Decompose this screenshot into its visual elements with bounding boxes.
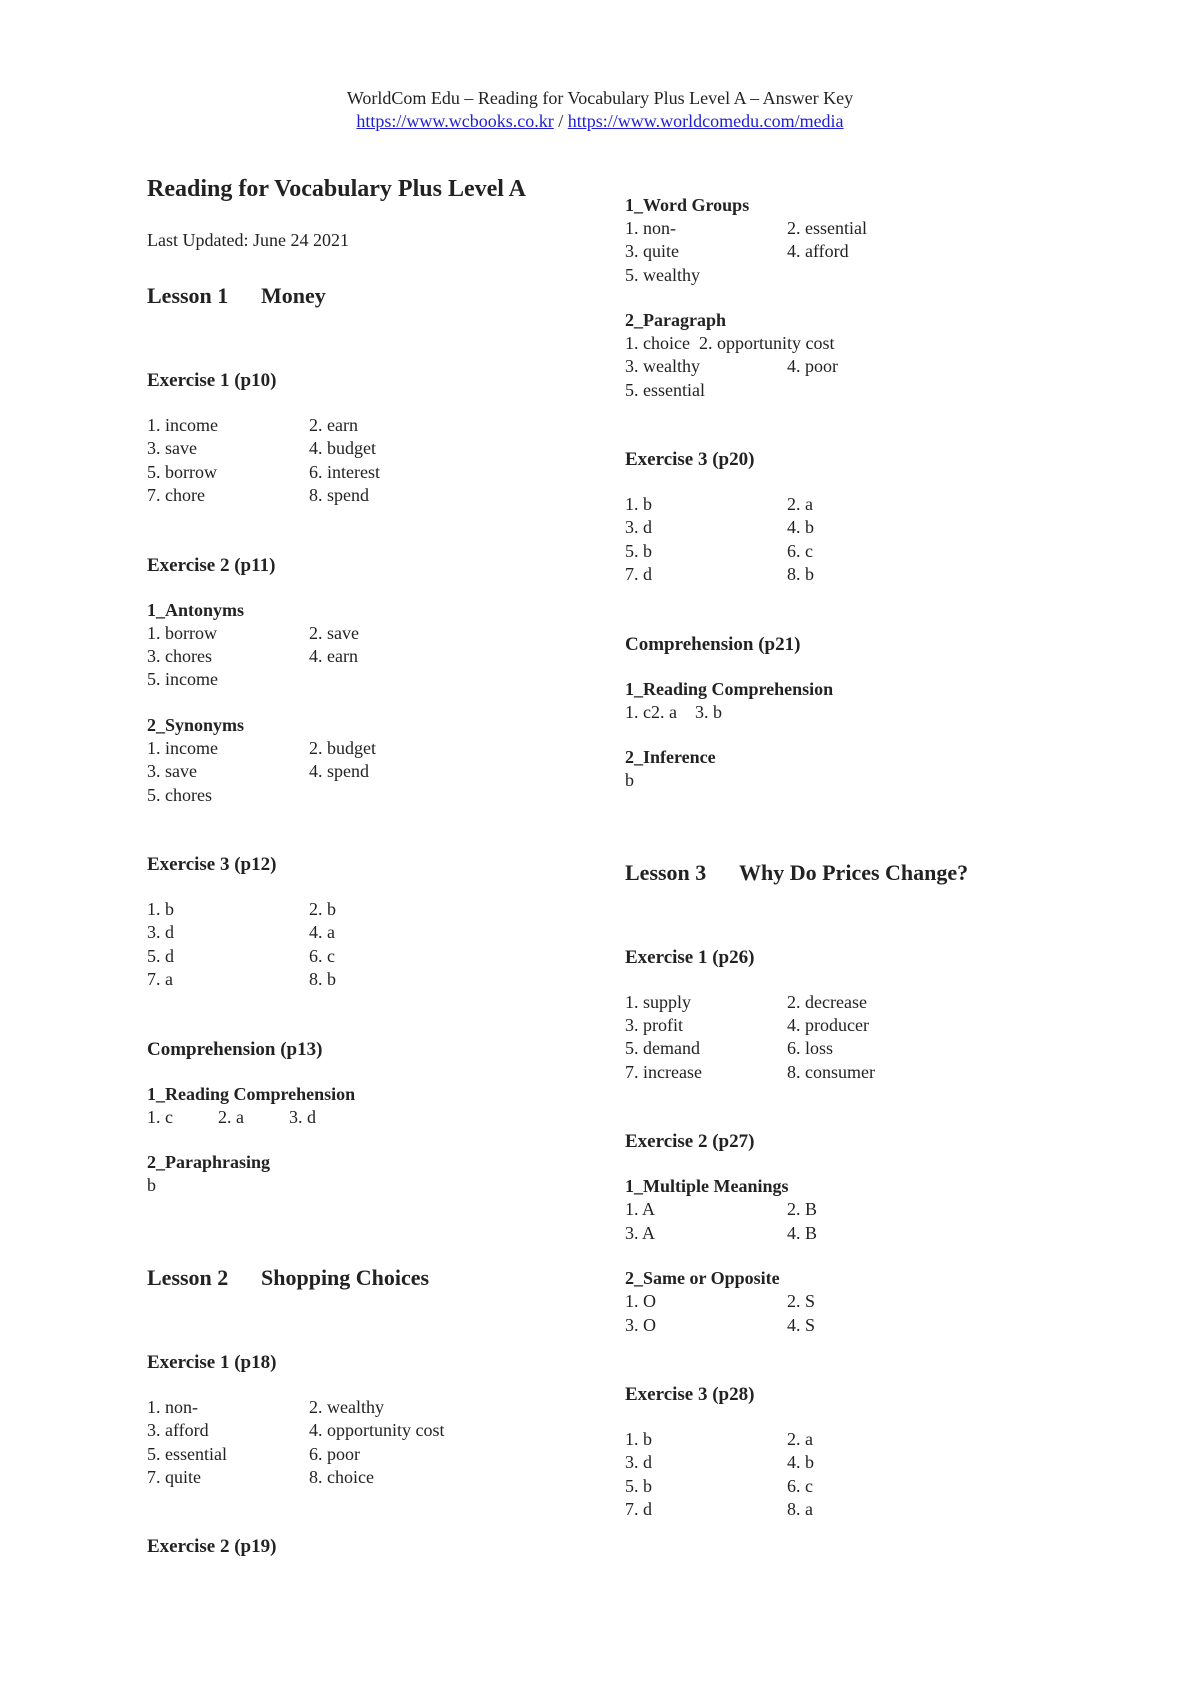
answer-item: 7. d <box>625 1499 652 1520</box>
answer-item: 2. earn <box>309 415 358 435</box>
answer-item: 1. income <box>147 737 218 758</box>
answer-grid <box>147 622 617 692</box>
answer-item: 7. d <box>625 564 652 585</box>
answer-item: 6. interest <box>309 461 380 482</box>
answer-item: 5. essential <box>147 1443 227 1464</box>
answer-item: 7. increase <box>625 1061 702 1082</box>
answer-item: 1. b <box>147 899 174 920</box>
lesson-1-heading <box>147 283 617 309</box>
answer-item: 5. essential <box>625 379 705 400</box>
answer-line: b <box>147 1174 156 1195</box>
answer-item: 6. c <box>787 1475 813 1496</box>
answer-grid <box>625 217 1095 287</box>
answer-item: 1. supply <box>625 991 692 1012</box>
exercise-heading: Exercise 1 (p10) <box>147 370 277 391</box>
exercise-heading: Exercise 3 (p20) <box>625 449 755 471</box>
answer-item: 8. spend <box>309 485 369 506</box>
section-heading: 2_Paragraph <box>625 310 726 331</box>
answer-item: 5. d <box>147 945 174 966</box>
answer-item: 4. producer <box>787 1015 869 1036</box>
answer-item: 5. borrow <box>147 461 217 482</box>
answer-item: 1. non- <box>147 1396 198 1417</box>
answer-item: 2. budget <box>309 737 376 758</box>
answer-item: 8. choice <box>309 1466 374 1487</box>
answer-item: 7. chore <box>147 485 205 506</box>
answer-item: 3. wealthy <box>625 356 700 377</box>
answer-item: 8. a <box>787 1499 813 1520</box>
answer-item: 3. d <box>147 922 174 943</box>
answer-item: 5. demand <box>625 1038 700 1059</box>
exercise-heading: Exercise 3 (p12) <box>147 854 277 876</box>
answer-item: 5. chores <box>147 784 212 805</box>
wcbooks-link[interactable]: https://www.wcbooks.co.kr <box>356 111 554 131</box>
answer-item: 3. O <box>625 1314 656 1335</box>
lesson-number: Lesson 3 <box>625 859 707 885</box>
link-separator: / <box>553 111 568 131</box>
exercise-heading: Exercise 2 (p11) <box>147 554 276 576</box>
answer-grid <box>625 493 1095 587</box>
last-updated: Last Updated: June 24 2021 <box>147 230 349 250</box>
section-heading: 1_Antonyms <box>147 599 245 620</box>
lesson-name: Why Do Prices Change? <box>739 859 969 885</box>
answer-item: 3. save <box>147 761 197 782</box>
answer-item: 3. chores <box>147 646 212 667</box>
answer-grid <box>147 414 617 508</box>
answer-line: b <box>625 769 634 790</box>
lesson-3-heading <box>625 860 1095 886</box>
answer-item: 4. b <box>787 1452 814 1473</box>
section-heading: 2_Paraphrasing <box>147 1151 271 1172</box>
section-heading: 1_Word Groups <box>625 195 750 215</box>
exercise-heading: Exercise 1 (p18) <box>147 1351 277 1373</box>
answer-item: 8. consumer <box>787 1061 875 1082</box>
answer-item: 3. profit <box>625 1015 683 1036</box>
answer-item: 1. O <box>625 1291 656 1312</box>
section-heading: 2_Same or Opposite <box>625 1268 780 1289</box>
answer-item: 2. S <box>787 1291 816 1312</box>
answer-item: 1. A <box>625 1199 656 1220</box>
header-links <box>0 110 1200 133</box>
exercise-heading: Exercise 3 (p28) <box>625 1383 755 1405</box>
answer-item: 2. decrease <box>787 991 867 1012</box>
exercise-heading: Exercise 2 (p27) <box>625 1131 755 1153</box>
answer-item: 4. poor <box>787 356 838 377</box>
answer-item: 2. a <box>787 1428 813 1449</box>
answer-item: 4. budget <box>309 438 376 459</box>
answer-item: 3. afford <box>147 1420 209 1441</box>
answer-item: 6. c <box>309 945 335 966</box>
answer-item: 4. opportunity cost <box>309 1420 445 1441</box>
answer-line: 1. c 2. a 3. d <box>147 1106 316 1127</box>
left-column <box>147 175 617 1580</box>
section-heading: 1_Reading Comprehension <box>147 1083 356 1104</box>
answer-grid <box>625 355 1095 402</box>
header-title: WorldCom Edu – Reading for Vocabulary Plus Level A – Answer Key <box>346 88 854 108</box>
answer-grid <box>625 1198 1095 1245</box>
answer-grid <box>147 737 617 807</box>
answer-item: 2. a <box>787 494 813 515</box>
answer-item: 2. essential <box>787 218 867 238</box>
answer-item: 4. spend <box>309 761 369 782</box>
answer-grid <box>625 991 1095 1085</box>
answer-grid <box>147 1396 617 1490</box>
lesson-2-heading <box>147 1265 617 1291</box>
section-heading: 2_Inference <box>625 746 716 767</box>
page-header <box>0 87 1200 133</box>
answer-item: 3. quite <box>625 241 679 262</box>
worldcomedu-link[interactable]: https://www.worldcomedu.com/media <box>567 111 844 131</box>
exercise-heading: Comprehension (p13) <box>147 1038 323 1060</box>
answer-item: 7. quite <box>147 1466 201 1487</box>
answer-item: 6. c <box>787 540 813 561</box>
answer-item: 5. wealthy <box>625 264 700 285</box>
answer-item: 4. a <box>309 922 335 943</box>
answer-item: 4. B <box>787 1222 818 1243</box>
answer-item: 8. b <box>309 969 336 990</box>
answer-item: 6. loss <box>787 1038 834 1059</box>
answer-item: 4. afford <box>787 241 849 262</box>
answer-item: 2. save <box>309 622 359 643</box>
exercise-heading: Exercise 1 (p26) <box>625 946 755 968</box>
answer-item: 1. b <box>625 1428 652 1449</box>
answer-item: 1. b <box>625 494 652 515</box>
answer-grid <box>625 1428 1095 1522</box>
answer-item: 4. b <box>787 517 814 538</box>
answer-item: 3. save <box>147 438 197 459</box>
answer-item: 1. income <box>147 415 218 435</box>
answer-item: 8. b <box>787 564 814 585</box>
answer-item: 5. b <box>625 540 652 561</box>
section-heading: 1_Multiple Meanings <box>625 1176 789 1197</box>
section-heading: 2_Synonyms <box>147 714 245 735</box>
answer-item: 2. wealthy <box>309 1396 384 1417</box>
answer-item: 3. d <box>625 517 652 538</box>
exercise-heading: Exercise 2 (p19) <box>147 1536 277 1558</box>
lesson-name: Shopping Choices <box>261 1264 430 1290</box>
answer-item: 3. d <box>625 1452 652 1473</box>
lesson-number: Lesson 1 <box>147 283 229 308</box>
answer-item: 6. poor <box>309 1443 360 1464</box>
answer-item: 1. non- <box>625 218 676 238</box>
document-title: Reading for Vocabulary Plus Level A <box>147 176 526 202</box>
answer-item: 4. S <box>787 1314 816 1335</box>
lesson-number: Lesson 2 <box>147 1264 229 1290</box>
answer-line: 1. choice 2. opportunity cost <box>625 333 835 354</box>
answer-item: 2. B <box>787 1199 818 1220</box>
answer-grid <box>625 1290 1095 1337</box>
right-column <box>625 194 1095 1568</box>
section-heading: 1_Reading Comprehension <box>625 678 834 699</box>
answer-item: 4. earn <box>309 646 358 667</box>
answer-item: 3. A <box>625 1222 656 1243</box>
answer-line: 1. c2. a 3. b <box>625 701 722 722</box>
answer-item: 5. b <box>625 1475 652 1496</box>
answer-item: 5. income <box>147 669 218 690</box>
answer-grid <box>147 898 617 992</box>
lesson-name: Money <box>261 283 326 308</box>
exercise-heading: Comprehension (p21) <box>625 633 801 655</box>
answer-item: 2. b <box>309 899 336 920</box>
answer-item: 1. borrow <box>147 622 217 643</box>
answer-item: 7. a <box>147 969 173 990</box>
